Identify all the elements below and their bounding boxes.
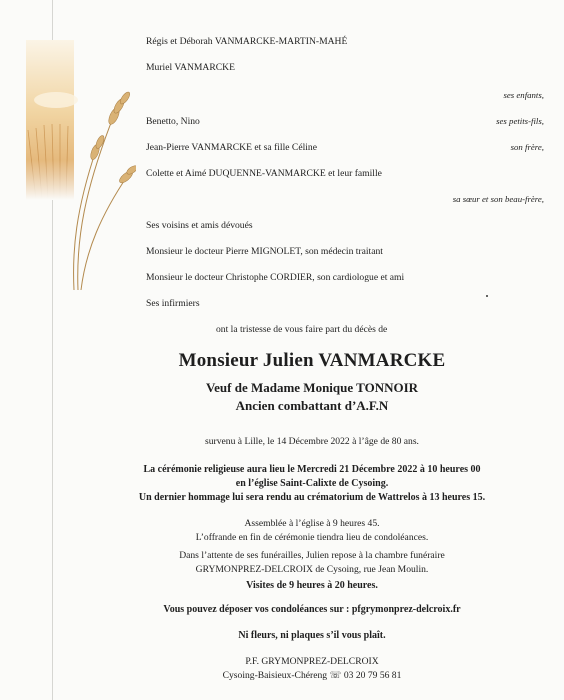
widower-line: Veuf de Madame Monique TONNOIR [205, 380, 419, 395]
family-line-children-1: Régis et Déborah VANMARCKE-MARTIN-MAHÉ [146, 36, 348, 47]
ceremony-line-2: en l’église Saint-Calixte de Cysoing. [235, 478, 389, 489]
relation-sister: sa sœur et son beau-frère, [452, 194, 544, 204]
wheat-illustration-icon [6, 40, 136, 300]
family-line-nurses: Ses infirmiers [146, 298, 200, 309]
relation-grandsons: ses petits-fils, [496, 116, 544, 126]
assembly-time: Assemblée à l’église à 9 heures 45. [244, 518, 380, 529]
funeral-home-name: P.F. GRYMONPREZ-DELCROIX [245, 656, 379, 667]
family-line-children-2: Muriel VANMARCKE [146, 62, 235, 73]
family-line-brother: Jean-Pierre VANMARCKE et sa fille Céline [146, 142, 317, 153]
relation-children: ses enfants, [503, 90, 544, 100]
visiting-hours: Visites de 9 heures à 20 heures. [246, 580, 378, 591]
condolences-website: Vous pouvez déposer vos condoléances sur : pfgrymonprez-delcroix.fr [163, 604, 461, 615]
family-line-sister: Colette et Aimé DUQUENNE-VANMARCKE et leur famille [146, 168, 382, 179]
relation-brother: son frère, [510, 142, 544, 152]
rest-place-line-1: Dans l’attente de ses funérailles, Julien repose à la chambre funéraire [179, 550, 445, 561]
ceremony-line-1: La cérémonie religieuse aura lieu le Mercredi 21 Décembre 2022 à 10 heures 00 [143, 464, 481, 475]
deceased-name: Monsieur Julien VANMARCKE [178, 350, 446, 371]
scan-speck [486, 295, 488, 297]
offering-note: L’offrande en fin de cérémonie tiendra lieu de condoléances. [195, 532, 429, 543]
funeral-home-contact: Cysoing-Baisieux-Chéreng ☏ 03 20 79 56 81 [222, 670, 402, 681]
no-flowers-note: Ni fleurs, ni plaques s’il vous plaît. [238, 630, 386, 641]
veteran-line: Ancien combattant d’A.F.N [235, 398, 389, 413]
family-line-grandsons: Benetto, Nino [146, 116, 200, 127]
intro-text: ont la tristesse de vous faire part du décès de [216, 324, 388, 335]
family-line-neighbours: Ses voisins et amis dévoués [146, 220, 253, 231]
family-line-doctor: Monsieur le docteur Pierre MIGNOLET, son médecin traitant [146, 246, 383, 257]
death-details: survenu à Lille, le 14 Décembre 2022 à l’âge de 80 ans. [205, 436, 419, 447]
rest-place-line-2: GRYMONPREZ-DELCROIX de Cysoing, rue Jean Moulin. [195, 564, 429, 575]
ceremony-line-3: Un dernier hommage lui sera rendu au crématorium de Wattrelos à 13 heures 15. [138, 492, 486, 503]
family-line-cardiologist: Monsieur le docteur Christophe CORDIER, son cardiologue et ami [146, 272, 405, 283]
